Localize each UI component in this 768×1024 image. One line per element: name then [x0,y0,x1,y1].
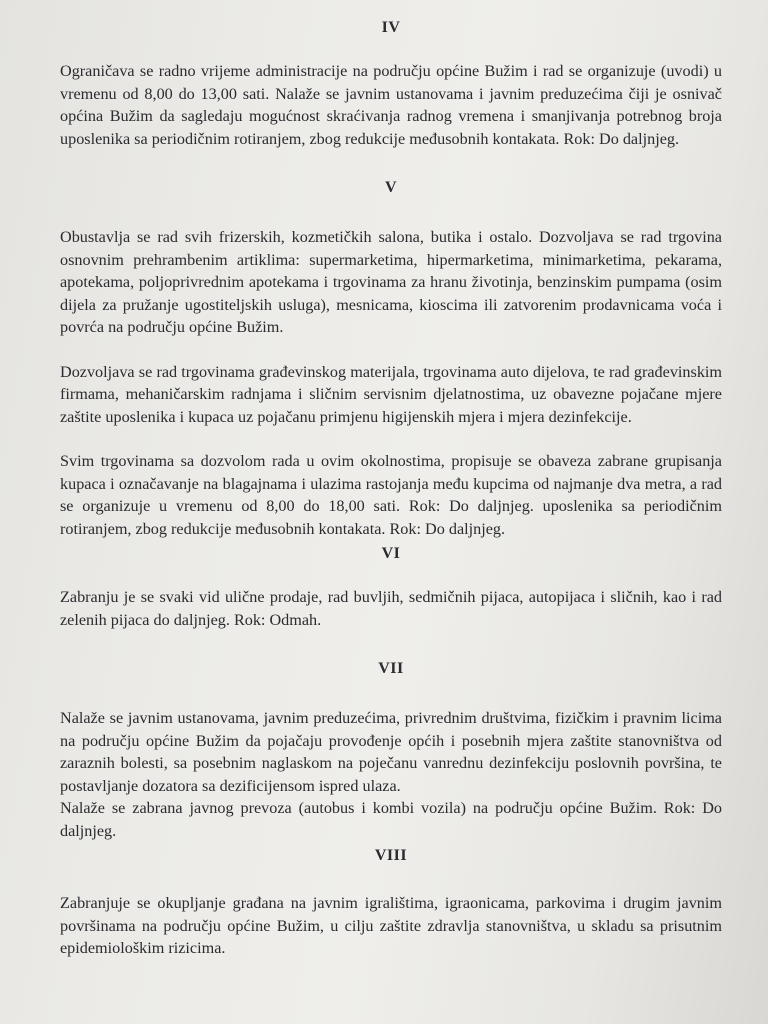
paragraph-vii-1: Nalaže se javnim ustanovama, javnim preduzećima, privrednim društvima, fizičkim i pravnim licima na području općine Bužim da pojačaju provođenje općih i posebnih mjera zaštite stanovništva od zaraznih bolesti, sa posebnim naglaskom na poječanu vanrednu dezinfekciju poslovnih površina, te postavljanje dozatora sa dezificijensom ispred ulaza. [60,709,722,795]
section-heading-v: V [384,179,398,196]
paragraph-v-3: Svim trgovinama sa dozvolom rada u ovim okolnostima, propisuje se obaveza zabrane grupisanja kupaca i označavanje na blagajnama i ulazima rastojanja među kupcima od najmanje dva metra, a rad se organizuje u vremenu od 8,00 do 18,00 sati. Rok: Do daljnjeg. uposlenika sa periodičnim rotiranjem, zbog redukcije međusobnih kontakata. Rok: Do daljnjeg. [60,452,722,538]
spacer [60,631,722,655]
spacer [60,428,722,450]
spacer [60,150,722,174]
section-heading-iv: IV [381,19,401,36]
paragraph-v-1: Obustavlja se rad svih frizerskih, kozmetičkih salona, butika i ostalo. Dozvoljava se rad trgovina osnovnim prehrambenim artiklima: supermarketima, hipermarketima, minimarketima, pekarama, apotekama, poljoprivrednim apotekama i trgovinama za hranu životinja, benzinskim pumpama (osim dijela za pružanje ugostiteljskih usluga), mesnicama, kioscima ili zatvorenim prodavnicama voća i povrća na području općine Bužim. [60,228,722,336]
spacer [60,42,722,60]
spacer [60,339,722,361]
spacer [60,202,722,226]
section-heading-viii: VIII [374,847,408,864]
paragraph-iv-1: Ograničava se radno vrijeme administracije na području općine Bužim i rad se organizuje (uvodi) u vremenu od 8,00 do 13,00 sati. Nalaže se javnim ustanovama i javnim preduzećima čiji je osnivač općina Bužim da sagledaju mogućnost skraćivanja radnog vremena i smanjivanja potrebnog broja uposlenika sa periodičnim rotiranjem, zbog redukcije međusobnih kontakata. Rok: Do daljnjeg. [60,62,722,148]
spacer [60,870,722,892]
paragraph-vii-2: Nalaže se zabrana javnog prevoza (autobus i kombi vozila) na području općine Bužim. Rok: Do daljnjeg. [60,799,722,840]
section-heading-vi: VI [381,545,401,562]
spacer [60,568,722,586]
paragraph-viii-1: Zabranjuje se okupljanje građana na javnim igralištima, igraonicama, parkovima i drugim javnim površinama na području općine Bužim, u cilju zaštite zdravlja stanovništva, u skladu sa prisutnim epidemiološkim rizicima. [60,894,722,957]
spacer [60,683,722,707]
paragraph-v-2: Dozvoljava se rad trgovinama građevinskog materijala, trgovinama auto dijelova, te rad građevinskim firmama, mehaničarskim radnjama i sličnim servisnim djelatnostima, uz obavezne pojačane mjere zaštite uposlenika i kupaca uz pojačanu primjenu higijenskih mjera i mjera dezinfekcije. [60,362,722,426]
section-heading-vii: VII [378,660,404,677]
paragraph-vi-1: Zabranju je se svaki vid ulične prodaje, rad buvljih, sedmičnih pijaca, autopijaca i sličnih, kao i rad zelenih pijaca do daljnjeg. Rok: Odmah. [60,588,722,629]
